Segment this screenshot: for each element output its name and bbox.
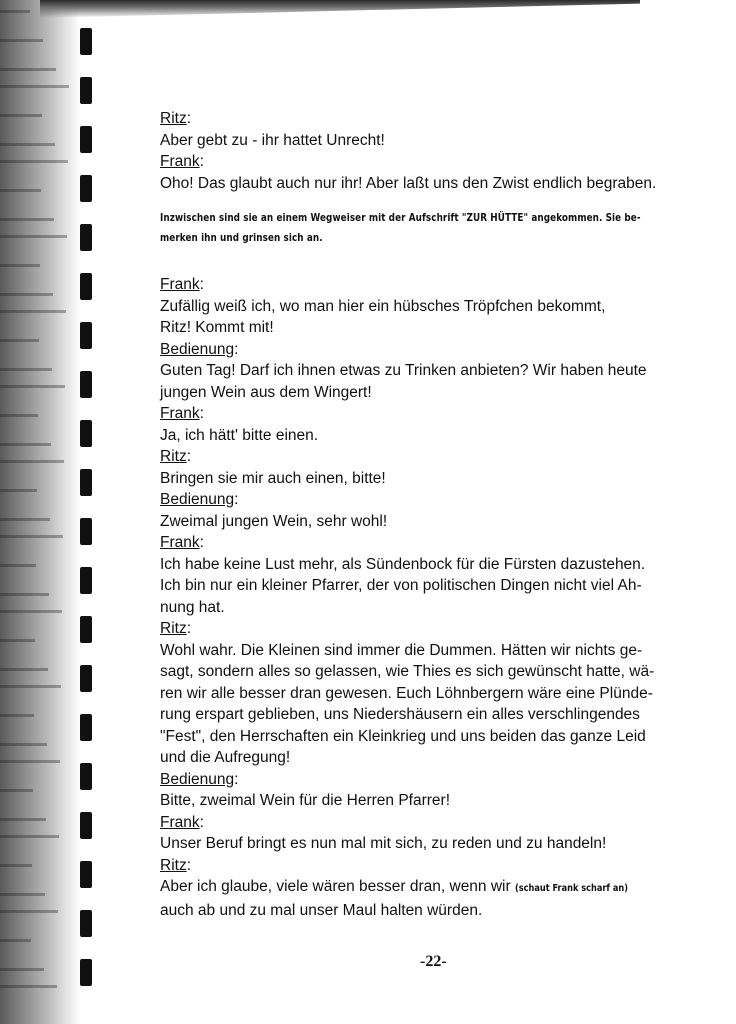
scan-streak <box>0 639 35 642</box>
scan-streak <box>0 564 36 567</box>
dialogue-line: rung erspart geblieben, uns Niedershäusern ein alles verschlingendes <box>160 706 640 723</box>
dialogue-line <box>160 876 705 900</box>
script-page: Ritz: Aber gebt zu - ihr hattet Unrecht! Frank: Oho! Das glaubt auch nur ihr! Aber laßt uns den Zwist endlich begraben. Inzwischen sind sie an einem Wegweiser mit der Aufschrift "ZUR HÜTTE" angekommen. Sie be- merken ihn und grinsen sich an. Frank: Zufällig weiß ich, wo man hier ein hübsches Tröpfchen bekommt, Ritz! Kommt mit! Bedienung: Guten Tag! Darf ich ihnen etwas zu Trinken anbieten? Wir haben heute jungen Wein aus dem Wingert! Frank: Ja, ich hätt' bitte einen. Ritz: Bringen sie mir auch einen, bitte! Bedienung: Zweimal jungen Wein, sehr wohl! Frank: Ich habe keine Lust mehr, als Sündenbock für die Fürsten dazustehen. Ich bin nur ein kleiner Pfarrer, der von politischen Dingen nicht viel Ah- nung hat. Ritz: Wohl wahr. Die Kleinen sind immer die Dummen. Hätten wir nichts ge- sagt, sondern alles so gelassen, wie Thies es sich gewünscht hatte, wä- ren wir alle besser dran gewesen. Euch Löhnbergern wäre eine Plünde- rung erspart geblieben, uns Niedershäusern ein alles verschlingendes "Fest", den Herrschaften ein Kleinkrieg und uns beiden das ganze Leid und die Aufregung! Bedienung: Bitte, zweimal Wein für die Herren Pfarrer! Frank: Unser Beruf bringt es nun mal mit sich, zu reden und zu handeln! Ritz: Aber ich glaube, viele wären besser dran, wenn wir (schaut Frank scharf an) auch ab und zu mal unser Maul halten würden. <box>160 108 705 921</box>
binding-hole <box>80 28 92 55</box>
binding-hole <box>80 714 92 741</box>
scan-streak <box>0 535 63 538</box>
dialogue-line: sagt, sondern alles so gelassen, wie Thies es sich gewünscht hatte, wä- <box>160 663 655 680</box>
binding-hole <box>80 371 92 398</box>
stage-direction-line: merken ihn und grinsen sich an. <box>160 232 323 244</box>
speaker-name: Ritz <box>160 110 187 127</box>
dialogue-line: Bitte, zweimal Wein für die Herren Pfarrer! <box>160 792 451 809</box>
scan-streak <box>0 985 57 988</box>
dialogue-line: Unser Beruf bringt es nun mal mit sich, zu reden und zu handeln! <box>160 835 607 852</box>
scan-streak <box>0 489 37 492</box>
speaker-name: Frank <box>160 276 200 293</box>
speaker-name: Bedienung <box>160 491 235 508</box>
dialogue-line: Zufällig weiß ich, wo man hier ein hübsches Tröpfchen bekommt, <box>160 297 606 315</box>
dialogue-line: Oho! Das glaubt auch nur ihr! Aber laßt uns den Zwist endlich begraben. <box>160 174 657 192</box>
binding-hole <box>80 469 92 496</box>
dialogue-line: und die Aufregung! <box>160 749 291 766</box>
inline-stage-direction: (schaut Frank scharf an) <box>514 883 628 894</box>
dialogue-line: Zweimal jungen Wein, sehr wohl! <box>160 512 388 530</box>
scan-streak <box>0 760 60 763</box>
dialogue-line: Wohl wahr. Die Kleinen sind immer die Dummen. Hätten wir nichts ge- <box>160 641 643 659</box>
dialogue-text: Aber ich glaube, viele wären besser dran, wenn wir <box>160 878 515 895</box>
binding-hole <box>80 616 92 643</box>
speaker-name: Frank <box>160 405 200 422</box>
dialogue-line: Guten Tag! Darf ich ihnen etwas zu Trinken anbieten? Wir haben heute <box>160 362 647 379</box>
scan-streak <box>0 368 52 371</box>
dialogue-line: Ich bin nur ein kleiner Pfarrer, der von politischen Dingen nicht viel Ah- <box>160 577 642 594</box>
binding-hole <box>80 665 92 692</box>
scan-binding-edge <box>0 0 78 1024</box>
dialogue-line: Ich habe keine Lust mehr, als Sündenbock für die Fürsten dazustehen. <box>160 555 646 573</box>
binding-hole <box>80 959 92 986</box>
dialogue-line: Ja, ich hätt' bitte einen. <box>160 426 319 444</box>
scan-streak <box>0 39 43 42</box>
binding-hole <box>80 322 92 349</box>
scan-streak <box>0 85 69 88</box>
scan-streak <box>0 789 33 792</box>
dialogue-line: jungen Wein aus dem Wingert! <box>160 383 372 401</box>
scan-streak <box>0 293 53 296</box>
scan-streak <box>0 339 39 342</box>
scan-streak <box>0 910 58 913</box>
scan-streak <box>0 443 51 446</box>
speaker-name: Ritz <box>160 620 187 637</box>
dialogue-line: "Fest", den Herrschaften ein Kleinkrieg und uns beiden das ganze Leid <box>160 727 646 745</box>
scan-streak <box>0 189 41 192</box>
scan-streak <box>0 518 50 521</box>
scan-streak <box>0 385 65 388</box>
scan-streak <box>0 114 42 117</box>
binding-hole <box>80 812 92 839</box>
scan-streak <box>0 310 66 313</box>
stage-direction-line: Inzwischen sind sie an einem Wegweiser mit der Aufschrift "ZUR HÜTTE" angekommen. Sie be- <box>160 212 641 224</box>
binding-hole <box>80 567 92 594</box>
binding-hole <box>80 420 92 447</box>
dialogue-line: auch ab und zu mal unser Maul halten würden. <box>160 901 483 919</box>
speaker-name: Bedienung <box>160 770 235 788</box>
scan-streak <box>0 668 48 671</box>
scan-streak <box>0 893 45 896</box>
scan-top-shadow <box>40 0 640 18</box>
scan-streak <box>0 68 56 71</box>
speaker-name: Frank <box>160 153 200 170</box>
scan-streak <box>0 414 38 417</box>
binding-hole <box>80 910 92 937</box>
scan-streak <box>0 160 68 163</box>
binding-hole <box>80 77 92 104</box>
speaker-name: Frank <box>160 813 200 831</box>
scan-streak <box>0 235 67 238</box>
scan-streak <box>0 939 31 942</box>
speaker-name: Frank <box>160 534 200 551</box>
scan-streak <box>0 593 49 596</box>
binding-hole <box>80 763 92 790</box>
dialogue-line: Bringen sie mir auch einen, bitte! <box>160 469 386 487</box>
speaker-name: Bedienung <box>160 340 235 358</box>
binding-hole <box>80 518 92 545</box>
speaker-name: Ritz <box>160 856 187 874</box>
speaker-name: Ritz <box>160 448 187 465</box>
scan-streak <box>0 714 34 717</box>
scan-streak <box>0 968 44 971</box>
binding-hole <box>80 175 92 202</box>
scan-streak <box>0 264 40 267</box>
scan-streak <box>0 743 47 746</box>
scan-streak <box>0 143 55 146</box>
scan-streak <box>0 685 61 688</box>
scan-streak <box>0 218 54 221</box>
dialogue-line: Ritz! Kommt mit! <box>160 319 274 336</box>
page-number: -22- <box>420 953 447 970</box>
dialogue-line: nung hat. <box>160 598 225 616</box>
binding-hole <box>80 126 92 153</box>
binding-hole <box>80 273 92 300</box>
scan-streak <box>0 818 46 821</box>
scan-streak <box>0 10 30 13</box>
dialogue-line: ren wir alle besser dran gewesen. Euch Löhnbergern wäre eine Plünde- <box>160 684 653 702</box>
scan-streak <box>0 864 32 867</box>
dialogue-line: Aber gebt zu - ihr hattet Unrecht! <box>160 131 385 149</box>
binding-hole <box>80 224 92 251</box>
scan-streak <box>0 610 62 613</box>
scan-streak <box>0 835 59 838</box>
binding-hole <box>80 861 92 888</box>
scan-streak <box>0 460 64 463</box>
